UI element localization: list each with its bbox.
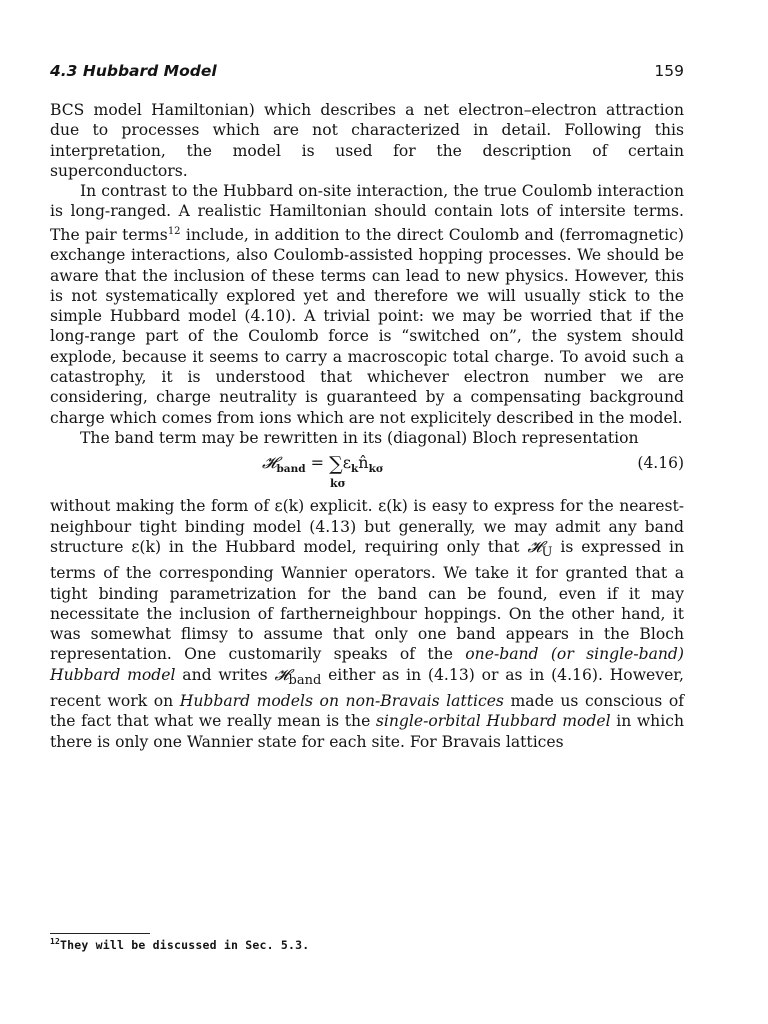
footnote-reference: 12 xyxy=(167,225,181,237)
equation-relation: = xyxy=(305,453,330,473)
paragraph-4-text-a: without making the form of ε(k) explicit. ε(k) is easy to express for the nearest-neighbour tight binding model (4.13) but generally, we may admit any band structure ε(k) in the Hubbard model, requiring only that xyxy=(50,497,684,556)
equation-4-16 xyxy=(50,450,684,496)
summation-symbol: ∑ xyxy=(329,453,343,476)
equation-epsilon: ε xyxy=(342,453,352,473)
paragraph-2-text-b: include, in addition to the direct Coulomb and (ferromagnetic) exchange interactions, also Coulomb-assisted hopping processes. We should be aware that the inclusion of these terms can lead to new physics. However, this is not systematically explored yet and therefore we will usually stick to the simple Hubbard model (4.10). A trivial point: we may be worried that if the long-range part of the Coulomb force is “switched on”, the system should explode, because it seems to carry a macroscopic total charge. To avoid such a catastrophy, it is understood that whichever electron number we are considering, charge neutrality is guaranteed by a compensating background charge which comes from ions which are not explicitely described in the model. xyxy=(50,225,684,427)
paragraph-2 xyxy=(50,181,684,428)
running-header xyxy=(50,62,684,80)
equation-number: (4.16) xyxy=(637,454,684,473)
summation-subscript: kσ xyxy=(330,477,346,491)
emphasis-single-orbital: single-orbital Hubbard model xyxy=(375,712,611,731)
equation-lhs: 𝓗 xyxy=(262,453,277,473)
paragraph-4-text-b: is expressed in terms of the corresponding Wannier operators. We take it for granted that a tight binding parametrization for the band can be found, even if it may necessitate the inclusion of fartherneighbour hoppings. On the other hand, it was somewhat flimsy to assume that only one band appears in the Bloch representation. One customarily speaks of the xyxy=(50,537,684,664)
paragraph-4-text-c: and writes xyxy=(175,665,275,684)
emphasis-one-band: one-band (or single-band) Hubbard model xyxy=(50,645,684,684)
equation-body xyxy=(262,452,384,491)
hamiltonian-u-subscript: U xyxy=(541,544,553,560)
section-title: 4.3 Hubbard Model xyxy=(50,62,217,80)
paragraph-2-text-a: In contrast to the Hubbard on-site interaction, the true Coulomb interaction is long-ranged. A realistic Hamiltonian should contain lots of intersite terms. The pair terms xyxy=(50,182,684,244)
footnote-text: They will be discussed in Sec. 5.3. xyxy=(60,937,310,952)
body-text xyxy=(50,100,684,752)
hamiltonian-band-subscript: band xyxy=(288,672,322,688)
paragraph-3: The band term may be rewritten in its (diagonal) Bloch representation xyxy=(80,428,639,447)
footnote xyxy=(50,937,309,952)
footnote-mark: 12 xyxy=(50,937,61,946)
hamiltonian-band-symbol: 𝓗 xyxy=(274,665,289,684)
hamiltonian-u-symbol: 𝓗 xyxy=(527,537,542,556)
page xyxy=(50,62,684,752)
footnote-rule xyxy=(50,933,150,934)
number-operator-subscript: kσ xyxy=(368,463,384,476)
equation-lhs-subscript: band xyxy=(276,463,306,476)
page-number: 159 xyxy=(654,62,684,80)
paragraph-4 xyxy=(50,496,684,752)
paragraph-4-text-e: made us conscious of the fact that what we really mean is the xyxy=(50,692,685,731)
number-operator: n̂ xyxy=(358,453,369,473)
paragraph-4-text-f: in which there is only one Wannier state for each site. For Bravais lattices xyxy=(50,712,684,751)
emphasis-non-bravais: Hubbard models on non-Bravais lattices xyxy=(179,692,504,711)
paragraph-1: BCS model Hamiltonian) which describes a net electron–electron attraction due to processes which are not characterized in detail. Following this interpretation, the model is used for the description of certain superconductors. xyxy=(50,101,684,180)
epsilon-subscript: k xyxy=(351,463,359,476)
paragraph-4-text-d: either as in (4.13) or as in (4.16). However, recent work on xyxy=(50,665,685,711)
